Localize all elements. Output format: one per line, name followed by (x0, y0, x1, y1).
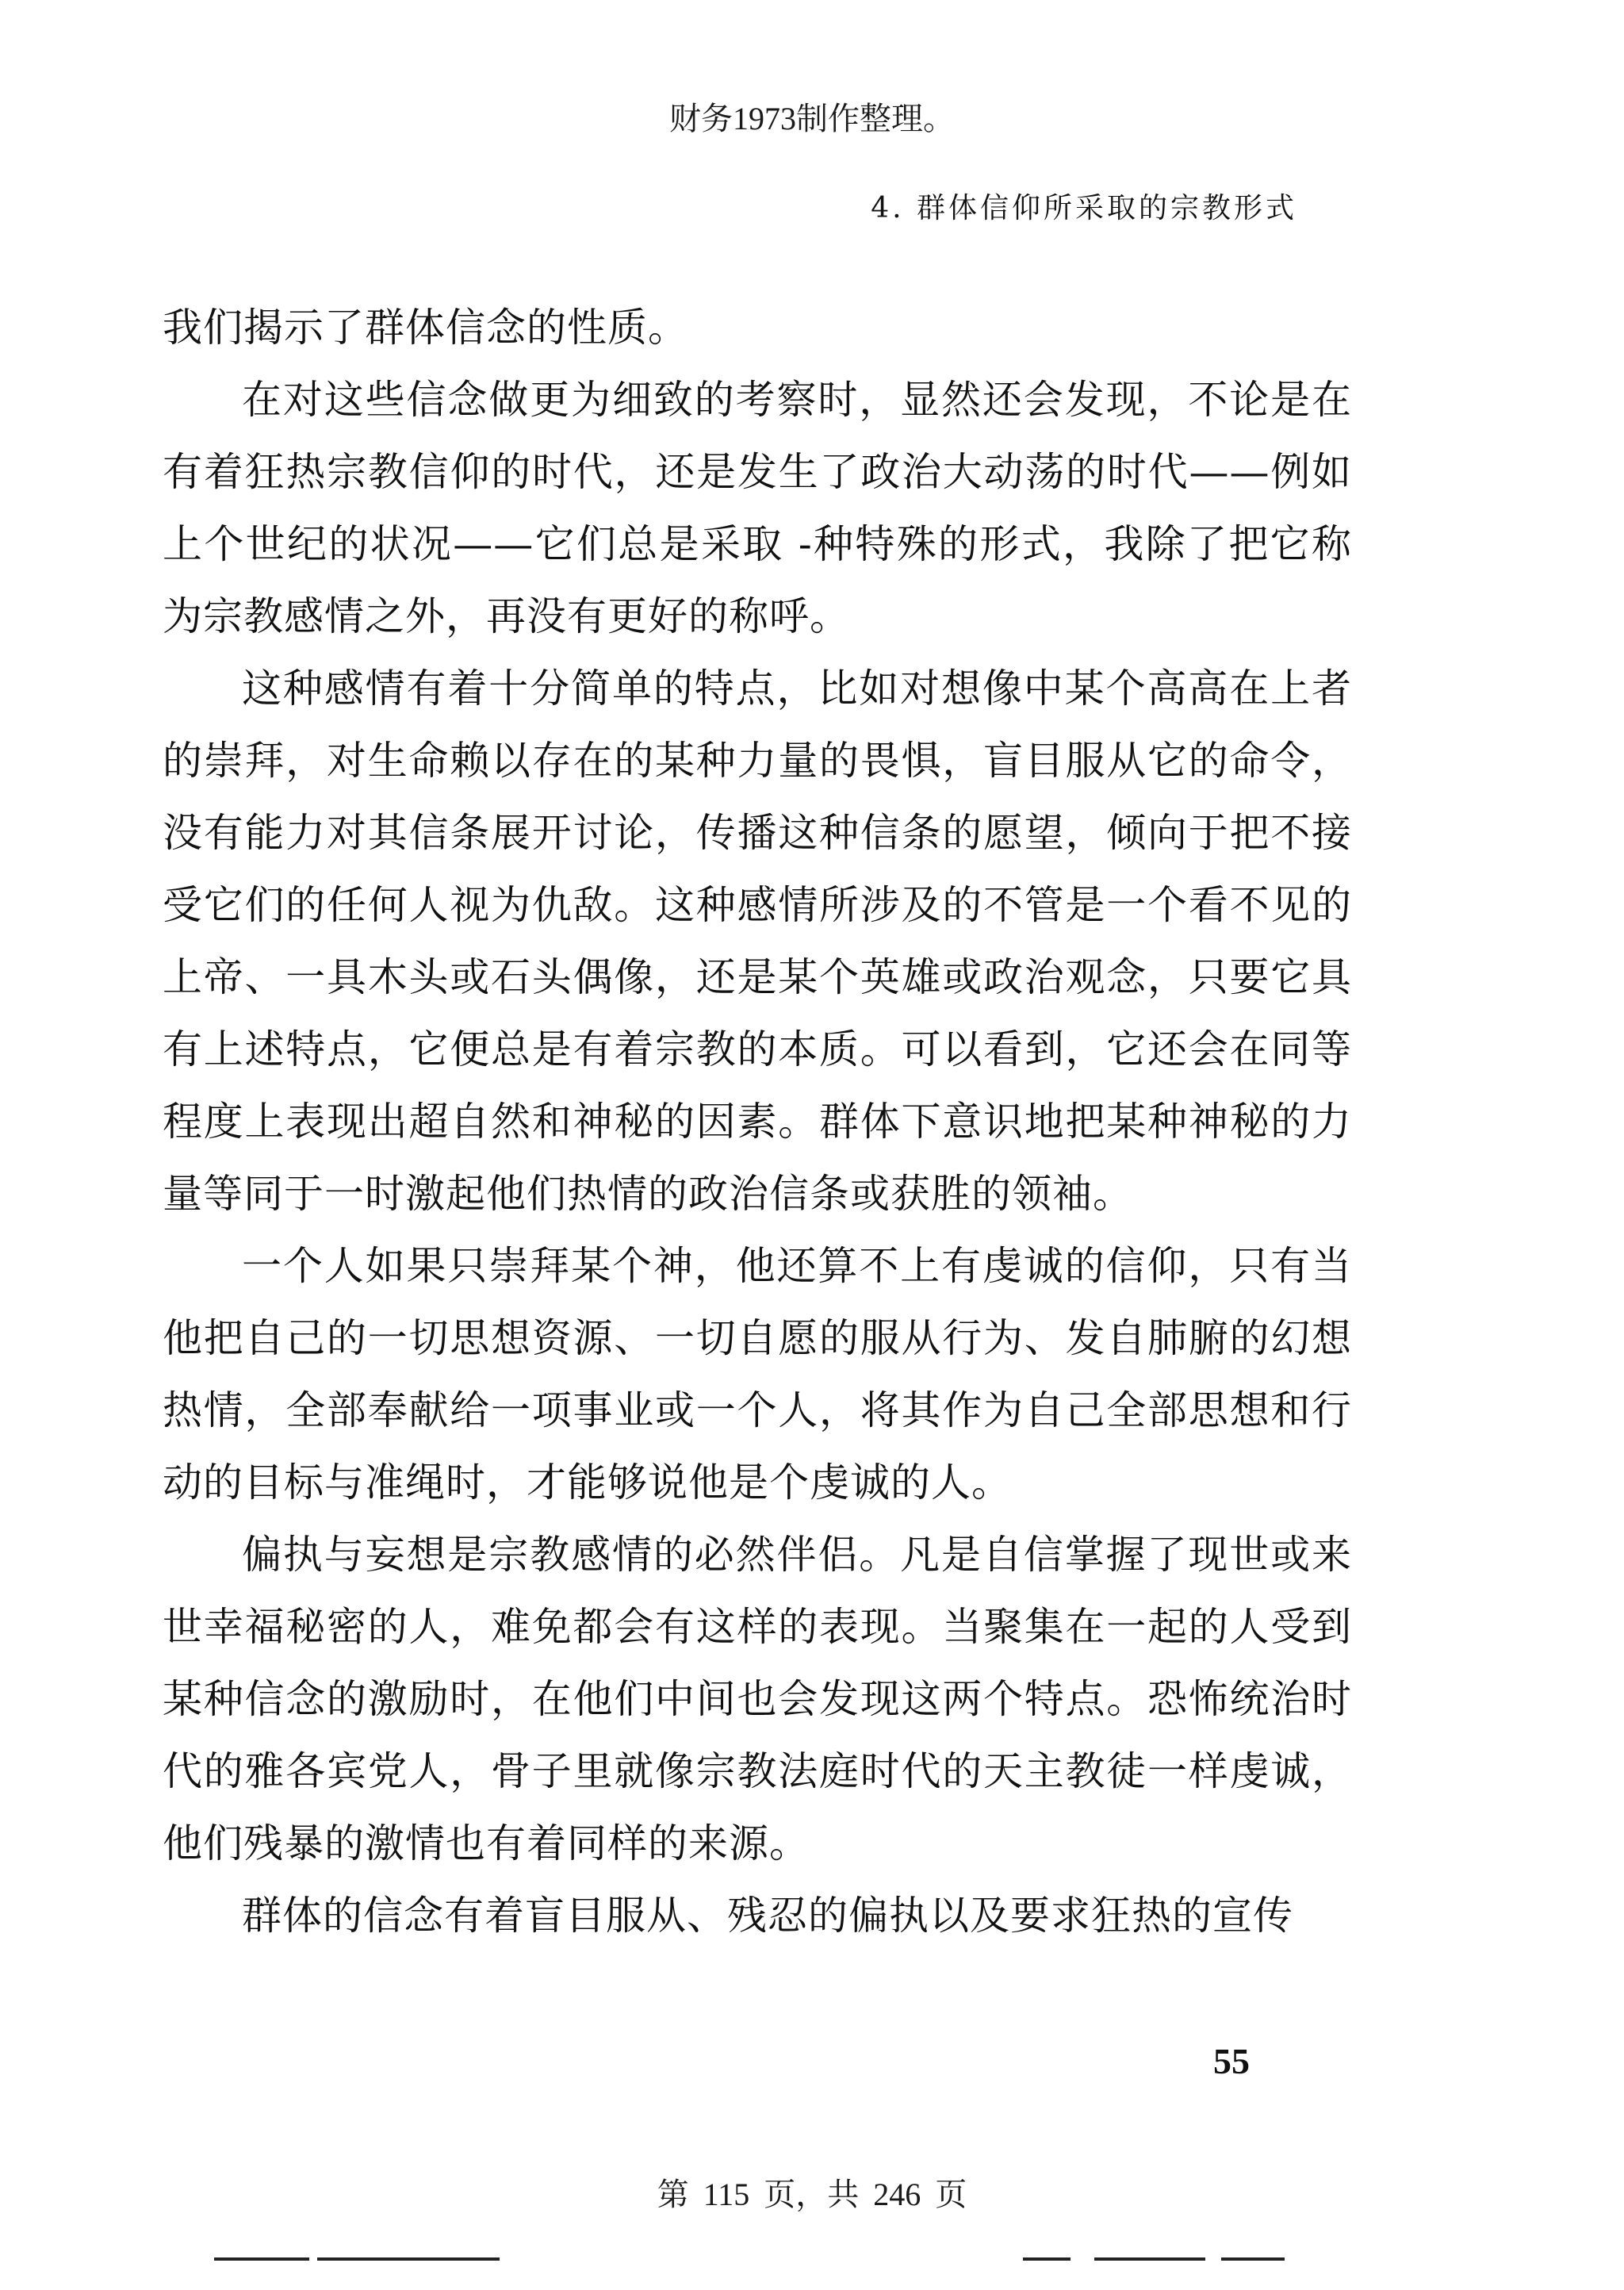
scan-line (214, 2257, 309, 2261)
paragraph: 我们揭示了群体信念的性质。 (163, 305, 688, 351)
paragraph: 一个人如果只崇拜某个神，他还算不上有虔诚的信仰，只有当他把自己的一切思想资源、一切自愿的服从行为、发自肺腑的幻想热情，全部奉献给一项事业或一个人，将其作为自己全部思想和行动的目标与准绳时，才能够说他是个虔诚的人。 (163, 1243, 1352, 1506)
paragraph: 这种感情有着十分简单的特点，比如对想像中某个高高在上者的崇拜，对生命赖以存在的某种力量的畏惧，盲目服从它的命令，没有能力对其信条展开讨论，传播这种信条的愿望，倾向于把不接受它们的任何人视为仇敌。这种感情所涉及的不管是一个看不见的上帝、一具木头或石头偶像，还是某个英雄或政治观念，只要它具有上述特点，它便总是有着宗教的本质。可以看到，它还会在同等程度上表现出超自然和神秘的因素。群体下意识地把某种神秘的力量等同于一时激起他们热情的政治信条或获胜的领袖。 (163, 666, 1352, 1217)
running-header: 4. 群体信仰所采取的宗教形式 (871, 192, 1297, 224)
scan-line (1221, 2257, 1285, 2261)
scan-line (317, 2257, 460, 2261)
page-number: 55 (1213, 2041, 1250, 2081)
body-text (163, 292, 1352, 1952)
paragraph: 偏执与妄想是宗教感情的必然伴侣。凡是自信掌握了现世或来世幸福秘密的人，难免都会有这样的表现。当聚集在一起的人受到某种信念的激励时，在他们中间也会发现这两个特点。恐怖统治时代的雅各宾党人，骨子里就像宗教法庭时代的天主教徒一样虔诚，他们残暴的激情也有着同样的来源。 (163, 1532, 1352, 1866)
scan-line (460, 2257, 500, 2261)
footer-page-info: 第 115 页，共 246 页 (657, 2177, 967, 2212)
scan-line (1094, 2257, 1205, 2261)
paragraph: 在对这些信念做更为细致的考察时，显然还会发现，不论是在有着狂热宗教信仰的时代，还是发生了政治大动荡的时代——例如上个世纪的状况——它们总是采取 -种特殊的形式，我除了把它称为宗教感情之外，再没有更好的称呼。 (163, 377, 1352, 639)
watermark-text: 财务1973制作整理。 (669, 101, 955, 136)
scan-artifact-lines (0, 2251, 1624, 2267)
paragraph: 群体的信念有着盲目服从、残忍的偏执以及要求狂热的宣传 (242, 1893, 1293, 1939)
scan-line (1023, 2257, 1071, 2261)
